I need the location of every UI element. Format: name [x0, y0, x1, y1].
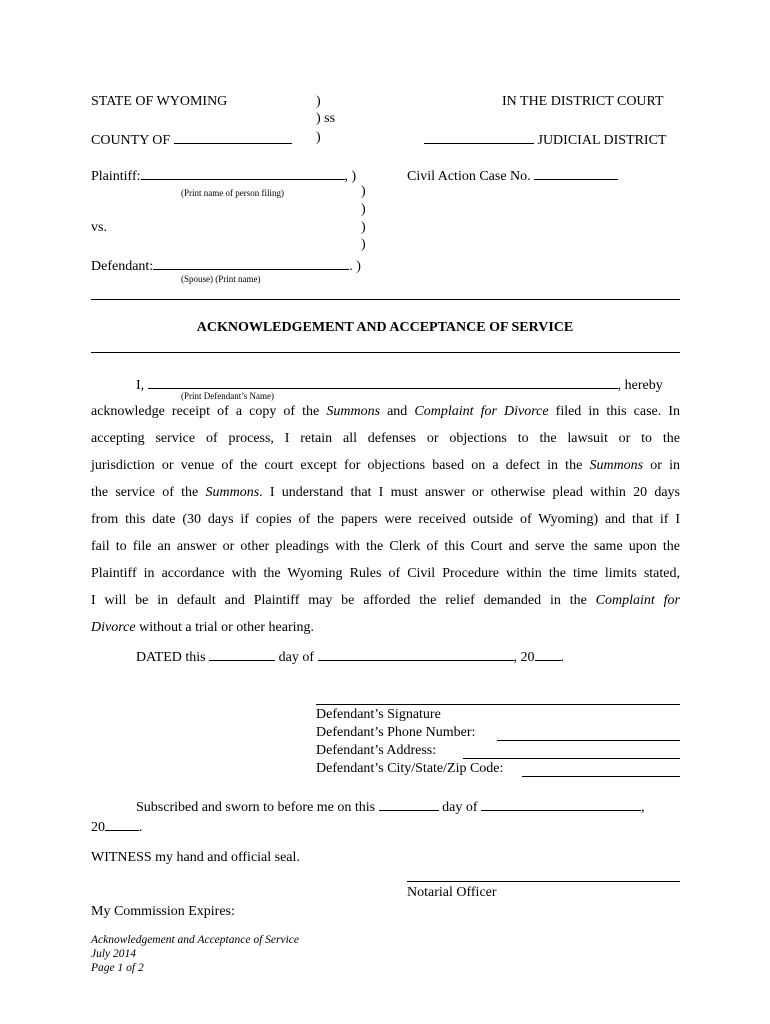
county-field[interactable] [174, 130, 292, 144]
caption-paren: ) [316, 130, 321, 145]
paragraph-line: fail to file an answer or other pleadings with the Clerk of this Court and serve the same upon the [91, 539, 680, 554]
notary-year-prefix: 20 [91, 820, 105, 835]
city-label: Defendant’s City/State/Zip Code: [316, 761, 504, 776]
defendant-label: Defendant: [91, 259, 154, 274]
plaintiff-field[interactable] [141, 166, 345, 180]
day-of-label: day of [278, 650, 315, 665]
caption-paren: ) [361, 202, 366, 217]
civil-action-label: Civil Action Case No. [407, 169, 531, 184]
phone-label: Defendant’s Phone Number: [316, 725, 476, 740]
document-title: ACKNOWLEDGEMENT AND ACCEPTANCE OF SERVICE [196, 320, 574, 335]
judicial-district [424, 130, 666, 149]
civil-action [407, 166, 618, 185]
defendant-name-hint: (Print Defendant’s Name) [181, 391, 274, 401]
subscribed-label: Subscribed and sworn to before me on this [136, 800, 376, 815]
city-field[interactable] [522, 776, 680, 777]
caption-paren: ) [361, 237, 366, 252]
judicial-text: JUDICIAL DISTRICT [537, 133, 667, 148]
i-label: I, [136, 378, 145, 393]
dated-label: DATED this [136, 650, 206, 665]
plaintiff-hint: (Print name of person filing) [181, 188, 284, 198]
paragraph-line: I will be in default and Plaintiff may be afforded the relief demanded in the Complaint for [91, 593, 680, 608]
defendant-end: . ) [349, 259, 361, 274]
paragraph-line: accepting service of process, I retain all defenses or objections to the lawsuit or to the [91, 431, 680, 446]
paragraph-line: the service of the Summons. I understand that I must answer or otherwise plead within 20 days [91, 485, 680, 500]
caption-paren: ) [361, 184, 366, 199]
paragraph-line: from this date (30 days if copies of the papers were received outside of Wyoming) and that if I [91, 512, 680, 527]
divider [91, 352, 680, 353]
case-number-field[interactable] [534, 166, 618, 180]
phone-line [316, 725, 475, 741]
notary-year-field[interactable] [105, 817, 139, 831]
subscribed-line [136, 797, 645, 816]
notary-year-end: . [139, 820, 143, 835]
district-field[interactable] [424, 130, 534, 144]
notary-day-of: day of [442, 800, 478, 815]
notary-signature-line[interactable] [407, 881, 680, 882]
address-label: Defendant’s Address: [316, 743, 437, 758]
notarial-officer-label: Notarial Officer [407, 885, 497, 900]
notary-year-line [91, 817, 143, 836]
phone-field[interactable] [497, 740, 680, 741]
footer-page: Page 1 of 2 [91, 962, 144, 974]
defendant-hint: (Spouse) (Print name) [181, 274, 261, 284]
address-field[interactable] [463, 758, 680, 759]
notary-comma: , [641, 800, 645, 815]
paragraph-line: Divorce without a trial or other hearing. [91, 620, 315, 635]
address-line [316, 743, 436, 759]
plaintiff-line [91, 166, 356, 185]
hereby-text: , hereby [617, 378, 663, 393]
caption-paren: ) [316, 94, 321, 109]
plaintiff-label: Plaintiff: [91, 169, 141, 184]
plaintiff-end: , ) [344, 169, 357, 184]
defendant-name-field[interactable] [148, 375, 618, 389]
notary-day-field[interactable] [379, 797, 439, 811]
court-label: IN THE DISTRICT COURT [502, 94, 664, 109]
divider [91, 299, 680, 300]
defendant-field[interactable] [153, 256, 349, 270]
year-prefix: , 20 [513, 650, 535, 665]
footer-date: July 2014 [91, 948, 137, 960]
defendant-line [91, 256, 361, 275]
witness-text: WITNESS my hand and official seal. [91, 850, 300, 865]
paragraph-line: Plaintiff in accordance with the Wyoming Rules of Civil Procedure within the time limits stated, [91, 566, 680, 581]
paragraph-line: acknowledge receipt of a copy of the Summons and Complaint for Divorce filed in this case. In [91, 404, 680, 419]
signature-line[interactable] [316, 704, 680, 705]
notary-month-field[interactable] [481, 797, 641, 811]
footer-form-name: Acknowledgement and Acceptance of Service [91, 934, 299, 946]
dated-line [136, 647, 564, 666]
city-line [316, 761, 503, 777]
caption-paren: ) [361, 220, 366, 235]
ss-label: ) ss [316, 111, 336, 126]
commission-label: My Commission Expires: [91, 904, 235, 919]
county-label [91, 130, 292, 149]
county-text: COUNTY OF [91, 133, 171, 148]
dated-day-field[interactable] [209, 647, 275, 661]
signature-label: Defendant’s Signature [316, 707, 441, 722]
paragraph-line: jurisdiction or venue of the court except for objections based on a defect in the Summons or in [91, 458, 680, 473]
year-end: . [560, 650, 565, 665]
vs-label: vs. [91, 220, 107, 235]
dated-year-field[interactable] [535, 647, 561, 661]
dated-month-field[interactable] [318, 647, 514, 661]
state-label: STATE OF WYOMING [91, 94, 228, 109]
